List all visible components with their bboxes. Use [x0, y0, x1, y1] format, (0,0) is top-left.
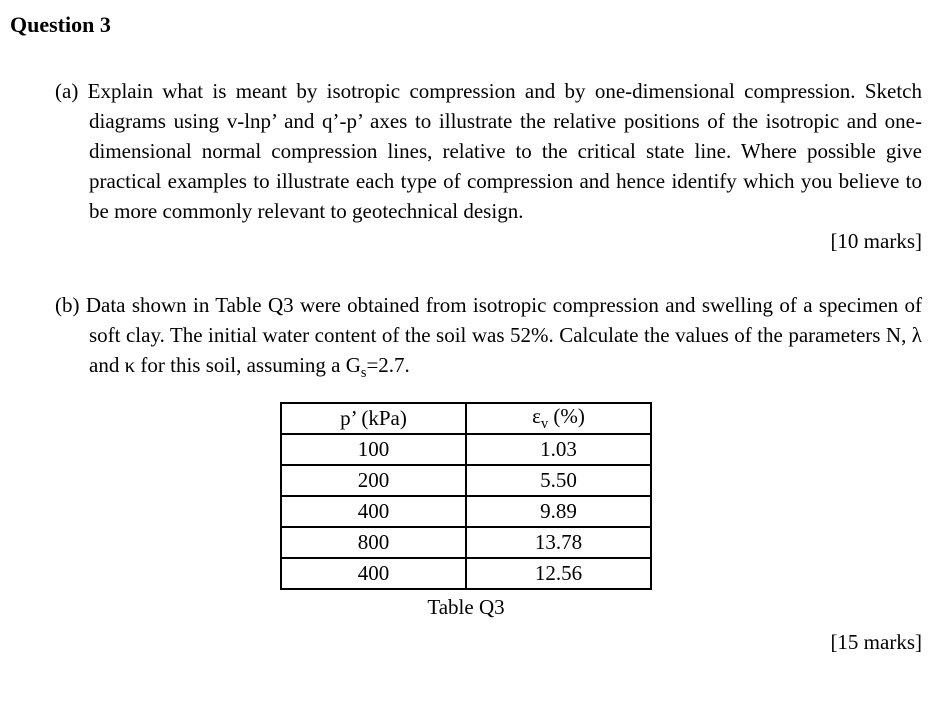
q3-table: [280, 402, 652, 590]
epsilon-subscript: v: [540, 415, 549, 432]
part-b-paragraph: [55, 290, 922, 388]
gs-base: G: [345, 353, 361, 377]
table-row: [281, 465, 651, 496]
percent-unit: (%): [548, 403, 585, 428]
table-row: [281, 434, 651, 465]
gs-value: =2.7.: [366, 353, 410, 377]
cell-ev: 13.78: [466, 527, 651, 558]
gs-subscript: s: [360, 365, 367, 382]
cell-p: 400: [281, 558, 466, 589]
col-header-ev: [466, 403, 651, 434]
part-a-text: Explain what is meant by isotropic compression and by one-dimensional compression. Sketch diagrams using v-lnp’ and q’-p’ axes to illustrate the relative positions of the isotropic and one-dimensional normal compression lines, relative to the critical state line. Where possible give practical examples to illustrate each type of compression and hence identify which you believe to be more commonly relevant to geotechnical design.: [87, 79, 922, 223]
gs-parameter: [345, 353, 410, 382]
part-a-marks: [10 marks]: [830, 229, 922, 253]
cell-ev: 1.03: [466, 434, 651, 465]
part-b-text: Data shown in Table Q3 were obtained from isotropic compression and swelling of a specimen of soft clay. The initial water content of the soil was 52%. Calculate the values of the parameters N, λ and κ for this soil, assuming a: [85, 293, 922, 377]
cell-ev: 9.89: [466, 496, 651, 527]
question-title: Question 3: [10, 12, 111, 37]
cell-p: 100: [281, 434, 466, 465]
cell-p: 400: [281, 496, 466, 527]
cell-ev: 5.50: [466, 465, 651, 496]
table-header-row: [281, 403, 651, 434]
table-row: [281, 558, 651, 589]
part-a-label: (a): [55, 79, 79, 103]
table-row: [281, 496, 651, 527]
part-a-paragraph: [55, 76, 922, 226]
epsilon-symbol: ε: [532, 403, 541, 428]
cell-ev: 12.56: [466, 558, 651, 589]
part-b-marks: [15 marks]: [830, 630, 922, 655]
col-header-p: p’ (kPa): [281, 403, 466, 434]
part-b-label: (b): [55, 293, 80, 317]
table-row: [281, 527, 651, 558]
cell-p: 800: [281, 527, 466, 558]
table-caption: Table Q3: [427, 595, 505, 620]
cell-p: 200: [281, 465, 466, 496]
